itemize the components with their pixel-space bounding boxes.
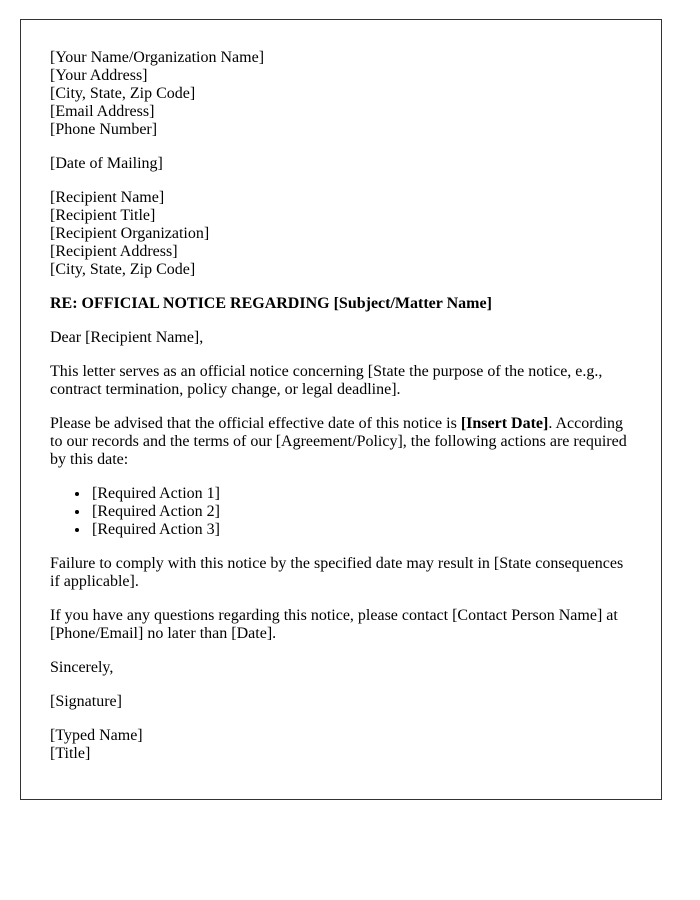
typed-name-line: [Typed Name] — [50, 727, 143, 744]
official-notice-letter — [20, 19, 662, 800]
subject-line: RE: OFFICIAL NOTICE REGARDING [Subject/Matter Name] — [50, 295, 492, 312]
sender-name-line: [Your Name/Organization Name] — [50, 49, 265, 66]
closing-line: Sincerely, — [50, 659, 114, 676]
effective-date-text-before: Please be advised that the official effective date of this notice is — [50, 415, 461, 432]
effective-date-paragraph — [50, 415, 630, 469]
typed-name-block — [50, 727, 630, 763]
recipient-organization-line: [Recipient Organization] — [50, 225, 210, 242]
sender-email-line: [Email Address] — [50, 103, 155, 120]
required-actions-list — [50, 485, 630, 539]
title-line: [Title] — [50, 745, 91, 762]
consequences-paragraph: Failure to comply with this notice by the specified date may result in [State consequences if applicable]. — [50, 555, 624, 590]
effective-date-text-after: . According to our records and the terms of our [Agreement/Policy], the following actions are required by this date: — [50, 415, 627, 468]
salutation: Dear [Recipient Name], — [50, 329, 204, 346]
contact-paragraph: If you have any questions regarding this notice, please contact [Contact Person Name] at [Phone/Email] no later than [Date]. — [50, 607, 618, 642]
insert-date-placeholder: [Insert Date] — [460, 415, 549, 432]
recipient-address-line: [Recipient Address] — [50, 243, 178, 260]
sender-city-state-zip-line: [City, State, Zip Code] — [50, 85, 196, 102]
required-action-item: • [Required Action 1] — [90, 485, 630, 503]
recipient-address-block — [50, 189, 630, 279]
date-of-mailing-line: [Date of Mailing] — [50, 155, 163, 172]
sender-phone-line: [Phone Number] — [50, 121, 158, 138]
recipient-name-line: [Recipient Name] — [50, 189, 165, 206]
recipient-title-line: [Recipient Title] — [50, 207, 156, 224]
recipient-city-state-zip-line: [City, State, Zip Code] — [50, 261, 196, 278]
signature-placeholder: [Signature] — [50, 693, 122, 710]
required-action-item: • [Required Action 2] — [90, 503, 630, 521]
purpose-paragraph: This letter serves as an official notice concerning [State the purpose of the notice, e.g., contract termination, policy change, or legal deadline]. — [50, 363, 603, 398]
sender-address-block — [50, 49, 630, 139]
required-action-item: • [Required Action 3] — [90, 521, 630, 539]
sender-address-line: [Your Address] — [50, 67, 148, 84]
